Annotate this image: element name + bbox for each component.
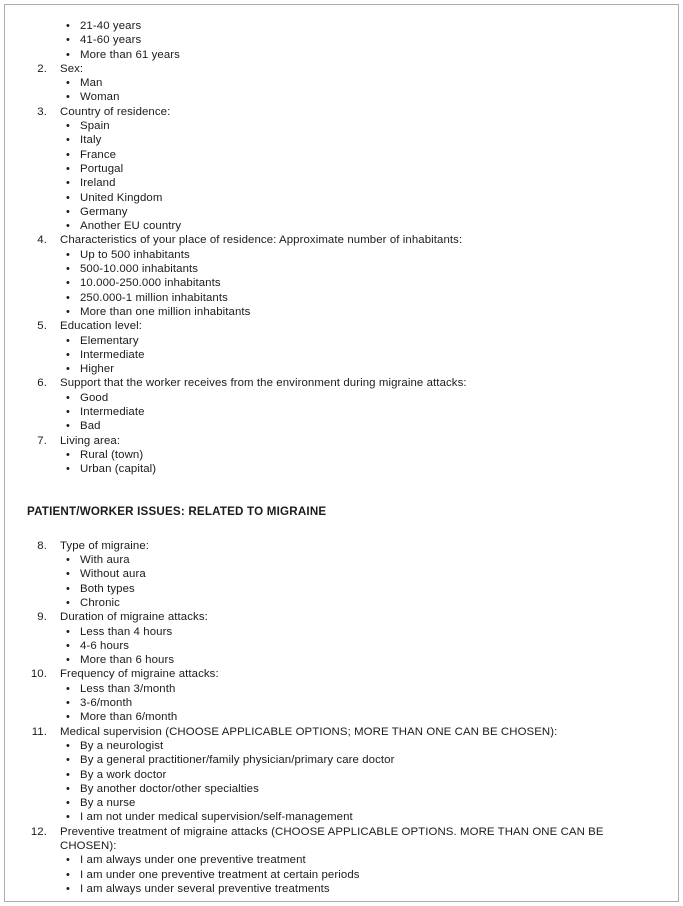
question-row bbox=[27, 319, 658, 333]
question-text: Preventive treatment of migraine attacks (CHOOSE APPLICABLE OPTIONS. MORE THAN ONE CAN BE CHOSEN): bbox=[60, 825, 604, 853]
bullet-icon: • bbox=[66, 596, 70, 609]
option-label: Spain bbox=[80, 120, 110, 133]
question-options-list bbox=[27, 682, 658, 725]
bullet-icon: • bbox=[66, 582, 70, 595]
option-item bbox=[27, 739, 658, 753]
option-label: Intermediate bbox=[80, 348, 145, 361]
bullet-icon: • bbox=[66, 882, 70, 895]
bullet-icon: • bbox=[66, 305, 70, 318]
bullet-icon: • bbox=[66, 697, 70, 710]
bullet-icon: • bbox=[66, 420, 70, 433]
bullet-icon: • bbox=[66, 20, 70, 32]
option-label: By a general practitioner/family physician/primary care doctor bbox=[80, 754, 395, 767]
option-label: United Kingdom bbox=[80, 191, 163, 204]
question-row bbox=[27, 62, 658, 76]
option-item bbox=[27, 176, 658, 190]
age-options-list bbox=[27, 19, 658, 62]
bullet-icon: • bbox=[66, 48, 70, 61]
bullet-icon: • bbox=[66, 277, 70, 290]
bullet-icon: • bbox=[66, 148, 70, 161]
question-number: 7. bbox=[37, 434, 47, 447]
option-item bbox=[27, 696, 658, 710]
question-row bbox=[27, 610, 658, 624]
option-item bbox=[27, 582, 658, 596]
bullet-icon: • bbox=[66, 639, 70, 652]
bullet-icon: • bbox=[66, 391, 70, 404]
option-item bbox=[27, 276, 658, 290]
bullet-icon: • bbox=[66, 291, 70, 304]
option-label: I am under one preventive treatment at certain periods bbox=[80, 868, 360, 881]
question-text: Country of residence: bbox=[60, 105, 171, 118]
bullet-icon: • bbox=[66, 177, 70, 190]
bullet-icon: • bbox=[66, 363, 70, 376]
option-label: 4-6 hours bbox=[80, 639, 130, 652]
option-item bbox=[27, 248, 658, 262]
option-item bbox=[27, 362, 658, 376]
question-options-list bbox=[27, 76, 658, 105]
option-label: Woman bbox=[80, 91, 120, 104]
question-row bbox=[27, 825, 658, 854]
question-number: 10. bbox=[30, 668, 47, 681]
question-number: 4. bbox=[37, 234, 47, 247]
option-item bbox=[27, 405, 658, 419]
option-label: Good bbox=[80, 391, 109, 404]
option-label: Intermediate bbox=[80, 406, 145, 419]
bullet-icon: • bbox=[66, 682, 70, 695]
bullet-icon: • bbox=[66, 77, 70, 90]
bullet-icon: • bbox=[66, 448, 70, 461]
bullet-icon: • bbox=[66, 739, 70, 752]
option-label: 41-60 years bbox=[80, 34, 142, 47]
option-label: Another EU country bbox=[80, 220, 182, 233]
bullet-icon: • bbox=[66, 162, 70, 175]
option-label: I am always under several preventive treatments bbox=[80, 882, 330, 895]
question-row bbox=[27, 434, 658, 448]
bullet-icon: • bbox=[66, 768, 70, 781]
question-text: Living area: bbox=[60, 434, 121, 447]
option-item bbox=[27, 853, 658, 867]
option-label: 3-6/month bbox=[80, 697, 133, 710]
bullet-icon: • bbox=[66, 406, 70, 419]
bullet-icon: • bbox=[66, 348, 70, 361]
option-label: I am not under medical supervision/self-management bbox=[80, 811, 353, 824]
option-item bbox=[27, 625, 658, 639]
question-number: 12. bbox=[30, 825, 47, 838]
option-label: 250.000-1 million inhabitants bbox=[80, 291, 228, 304]
option-label: By a neurologist bbox=[80, 739, 164, 752]
option-label: France bbox=[80, 148, 117, 161]
option-item bbox=[27, 653, 658, 667]
option-label: By a nurse bbox=[80, 797, 136, 810]
option-item bbox=[27, 810, 658, 824]
question-number: 8. bbox=[37, 539, 47, 552]
question-number: 3. bbox=[37, 105, 47, 118]
question-row bbox=[27, 725, 658, 739]
bullet-icon: • bbox=[66, 568, 70, 581]
section-heading: PATIENT/WORKER ISSUES: RELATED TO MIGRAINE bbox=[27, 504, 327, 518]
option-label: Without aura bbox=[80, 568, 146, 581]
question-number: 11. bbox=[31, 725, 47, 738]
option-label: More than 6/month bbox=[80, 711, 178, 724]
option-label: With aura bbox=[80, 554, 130, 567]
option-label: Man bbox=[80, 77, 103, 90]
bullet-icon: • bbox=[66, 120, 70, 133]
option-label: 500-10.000 inhabitants bbox=[80, 263, 199, 276]
question-row bbox=[27, 539, 658, 553]
bullet-icon: • bbox=[66, 625, 70, 638]
question-options-list bbox=[27, 248, 658, 319]
question-text: Support that the worker receives from the environment during migraine attacks: bbox=[60, 377, 467, 390]
option-item bbox=[27, 419, 658, 433]
question-row bbox=[27, 233, 658, 247]
option-item bbox=[27, 119, 658, 133]
option-label: Germany bbox=[80, 205, 128, 218]
bullet-icon: • bbox=[66, 654, 70, 667]
option-item bbox=[27, 448, 658, 462]
option-item bbox=[27, 19, 658, 33]
bullet-icon: • bbox=[66, 34, 70, 47]
option-label: Portugal bbox=[80, 162, 124, 175]
option-item bbox=[27, 768, 658, 782]
option-item bbox=[27, 596, 658, 610]
bullet-icon: • bbox=[66, 711, 70, 724]
option-label: More than one million inhabitants bbox=[80, 305, 251, 318]
option-label: Urban (capital) bbox=[80, 463, 157, 476]
option-label: Italy bbox=[80, 134, 102, 147]
bullet-icon: • bbox=[66, 854, 70, 867]
option-item bbox=[27, 334, 658, 348]
option-item bbox=[27, 753, 658, 767]
option-label: Up to 500 inhabitants bbox=[80, 248, 190, 261]
question-number: 2. bbox=[37, 62, 47, 75]
bullet-icon: • bbox=[66, 797, 70, 810]
question-options-list bbox=[27, 625, 658, 668]
question-text: Sex: bbox=[60, 62, 84, 75]
bullet-icon: • bbox=[66, 811, 70, 824]
option-item bbox=[27, 305, 658, 319]
option-item bbox=[27, 567, 658, 581]
bullet-icon: • bbox=[66, 782, 70, 795]
option-label: Bad bbox=[80, 420, 101, 433]
bullet-icon: • bbox=[66, 220, 70, 233]
question-text: Medical supervision (CHOOSE APPLICABLE OPTIONS; MORE THAN ONE CAN BE CHOSEN): bbox=[60, 725, 558, 738]
option-item bbox=[27, 868, 658, 882]
bullet-icon: • bbox=[66, 134, 70, 147]
option-item bbox=[27, 882, 658, 896]
question-options-list bbox=[27, 448, 658, 477]
option-item bbox=[27, 391, 658, 405]
option-item bbox=[27, 205, 658, 219]
question-options-list bbox=[27, 553, 658, 610]
option-label: I am always under one preventive treatment bbox=[80, 854, 306, 867]
bullet-icon: • bbox=[66, 463, 70, 476]
bullet-icon: • bbox=[66, 248, 70, 261]
bullet-icon: • bbox=[66, 205, 70, 218]
questionnaire-section bbox=[27, 505, 658, 897]
option-label: Less than 4 hours bbox=[80, 625, 173, 638]
option-item bbox=[27, 148, 658, 162]
option-item bbox=[27, 76, 658, 90]
question-row bbox=[27, 667, 658, 681]
question-text: Type of migraine: bbox=[60, 539, 150, 552]
question-text: Frequency of migraine attacks: bbox=[60, 668, 219, 681]
option-label: By a work doctor bbox=[80, 768, 167, 781]
option-item bbox=[27, 133, 658, 147]
question-text: Duration of migraine attacks: bbox=[60, 611, 208, 624]
bullet-icon: • bbox=[66, 868, 70, 881]
option-item bbox=[27, 462, 658, 476]
question-options-list bbox=[27, 391, 658, 434]
bullet-icon: • bbox=[66, 191, 70, 204]
question-number: 6. bbox=[37, 377, 47, 390]
question-row bbox=[27, 105, 658, 119]
option-label: 10.000-250.000 inhabitants bbox=[80, 277, 221, 290]
option-label: Ireland bbox=[80, 177, 116, 190]
option-label: More than 6 hours bbox=[80, 654, 175, 667]
questionnaire-sections bbox=[27, 62, 658, 896]
option-item bbox=[27, 796, 658, 810]
option-item bbox=[27, 48, 658, 62]
option-label: Less than 3/month bbox=[80, 682, 176, 695]
question-text: Characteristics of your place of residence: Approximate number of inhabitants: bbox=[60, 234, 463, 247]
option-item bbox=[27, 162, 658, 176]
question-row bbox=[27, 376, 658, 390]
option-label: Higher bbox=[80, 363, 115, 376]
bullet-icon: • bbox=[66, 754, 70, 767]
option-item bbox=[27, 291, 658, 305]
option-item bbox=[27, 262, 658, 276]
bullet-icon: • bbox=[66, 334, 70, 347]
option-label: More than 61 years bbox=[80, 48, 180, 61]
option-item bbox=[27, 782, 658, 796]
questionnaire-section bbox=[27, 62, 658, 477]
option-label: Elementary bbox=[80, 334, 139, 347]
page-border bbox=[4, 4, 679, 902]
question-options-list bbox=[27, 334, 658, 377]
bullet-icon: • bbox=[66, 263, 70, 276]
option-item bbox=[27, 33, 658, 47]
option-item bbox=[27, 682, 658, 696]
bullet-icon: • bbox=[66, 554, 70, 567]
option-label: 21-40 years bbox=[80, 20, 142, 32]
option-label: Rural (town) bbox=[80, 448, 144, 461]
question-options-list bbox=[27, 853, 658, 896]
option-item bbox=[27, 553, 658, 567]
questionnaire-content bbox=[5, 5, 678, 896]
bullet-icon: • bbox=[66, 91, 70, 104]
option-item bbox=[27, 191, 658, 205]
question-number: 9. bbox=[37, 611, 47, 624]
option-item bbox=[27, 219, 658, 233]
option-label: Chronic bbox=[80, 596, 120, 609]
option-item bbox=[27, 639, 658, 653]
option-label: Both types bbox=[80, 582, 135, 595]
question-options-list bbox=[27, 119, 658, 233]
question-text: Education level: bbox=[60, 320, 143, 333]
question-options-list bbox=[27, 739, 658, 825]
option-label: By another doctor/other specialties bbox=[80, 782, 259, 795]
option-item bbox=[27, 90, 658, 104]
option-item bbox=[27, 348, 658, 362]
question-number: 5. bbox=[37, 320, 47, 333]
option-item bbox=[27, 710, 658, 724]
